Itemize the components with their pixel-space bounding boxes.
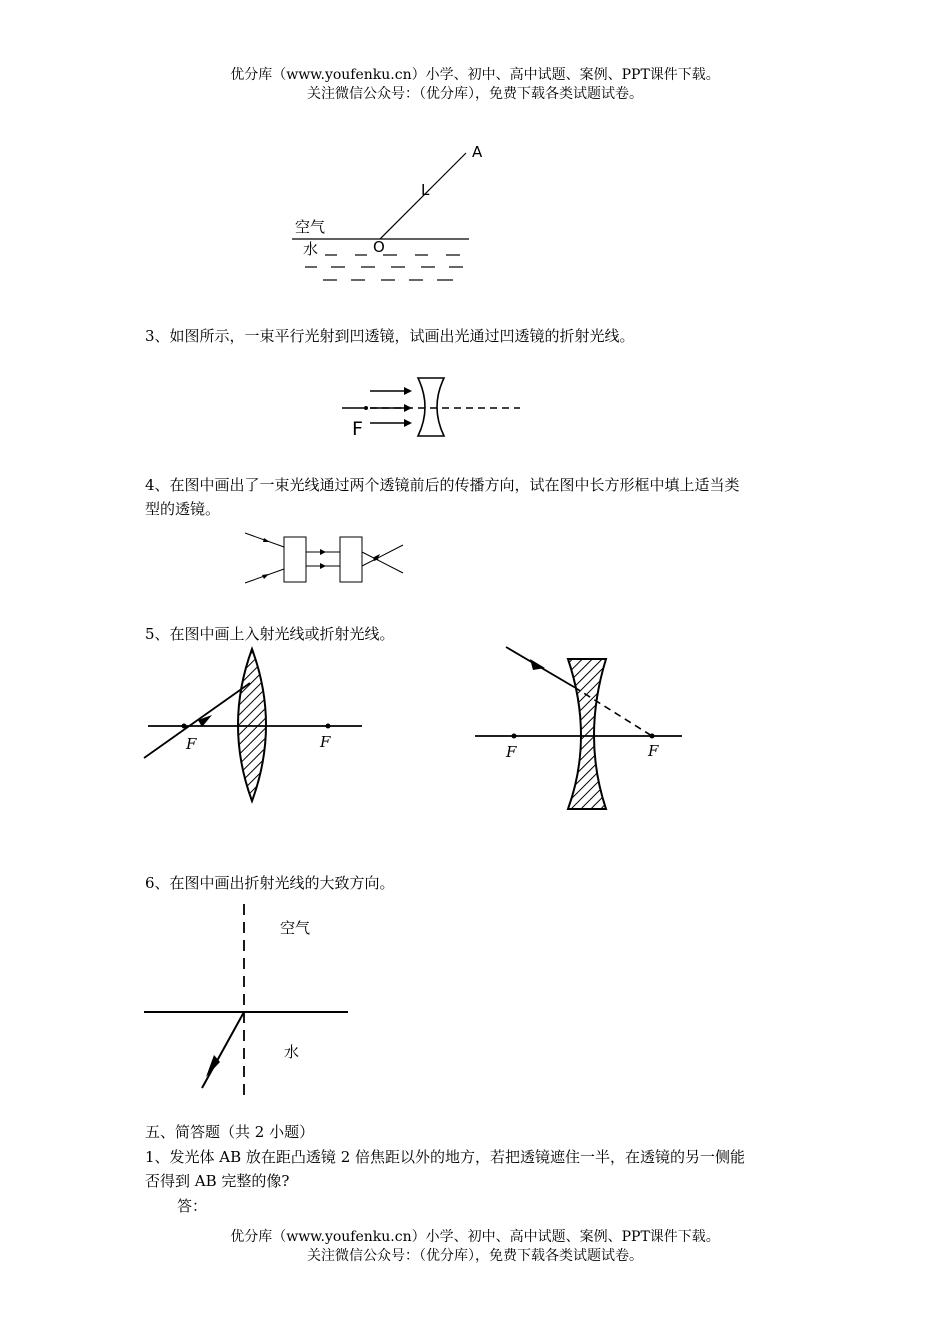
lens-box-2 bbox=[340, 537, 362, 582]
figure-convex-lens bbox=[140, 645, 370, 805]
concave-lens bbox=[568, 659, 606, 809]
figure-air-water-reflection bbox=[285, 135, 505, 295]
ray-through-focus bbox=[144, 683, 250, 758]
label-water: 水 bbox=[303, 240, 319, 258]
focus-left bbox=[512, 734, 517, 739]
section-5-question-1-line-1: 1、发光体 AB 放在距凸透镜 2 倍焦距以外的地方，若把透镜遮住一半，在透镜的另一侧能 bbox=[145, 1148, 746, 1166]
convex-lens bbox=[238, 649, 266, 801]
incident-ray bbox=[202, 1012, 244, 1088]
question-6-text: 6、在图中画出折射光线的大致方向。 bbox=[145, 874, 395, 892]
focus-point bbox=[364, 406, 368, 410]
label-f-left: F bbox=[186, 735, 197, 753]
section-5-title: 五、简答题（共 2 小题） bbox=[145, 1123, 315, 1141]
header-line-2: 关注微信公众号：（优分库），免费下载各类试题试卷。 bbox=[307, 86, 643, 102]
focus-left bbox=[182, 724, 187, 729]
question-4-line-2: 型的透镜。 bbox=[145, 500, 221, 518]
label-water: 水 bbox=[284, 1043, 300, 1061]
question-3-text: 3、如图所示，一束平行光射到凹透镜，试画出光通过凹透镜的折射光线。 bbox=[145, 327, 635, 345]
water-dashes bbox=[305, 255, 463, 280]
focus-right bbox=[326, 724, 331, 729]
figure-refraction-air-water bbox=[140, 900, 360, 1095]
label-f-left: F bbox=[506, 743, 517, 761]
lens-box-1 bbox=[284, 537, 306, 582]
label-o: O bbox=[373, 238, 385, 256]
label-f-right: F bbox=[320, 733, 331, 751]
footer-line-1: 优分库（www.youfenku.cn）小学、初中、高中试题、案例、PPT课件下载。 bbox=[230, 1229, 720, 1245]
question-5-text: 5、在图中画上入射光线或折射光线。 bbox=[145, 625, 395, 643]
header-line-1: 优分库（www.youfenku.cn）小学、初中、高中试题、案例、PPT课件下载。 bbox=[230, 67, 720, 83]
label-f-right: F bbox=[648, 742, 659, 760]
label-air: 空气 bbox=[280, 919, 311, 937]
figure-concave-lens-refraction bbox=[470, 642, 690, 817]
label-a: A bbox=[472, 143, 483, 161]
focus-right bbox=[650, 734, 655, 739]
figure-two-lens-boxes bbox=[240, 530, 410, 588]
figure-concave-lens-parallel-light bbox=[340, 376, 525, 442]
question-4-line-1: 4、在图中画出了一束光线通过两个透镜前后的传播方向，试在图中长方形框中填上适当类 bbox=[145, 476, 740, 494]
label-f: F bbox=[352, 418, 363, 440]
label-l: L bbox=[421, 181, 430, 199]
concave-lens bbox=[418, 378, 444, 436]
footer-line-2: 关注微信公众号：（优分库），免费下载各类试题试卷。 bbox=[307, 1248, 643, 1264]
section-5-question-1-line-2: 否得到 AB 完整的像? bbox=[145, 1172, 290, 1190]
ray-arrow bbox=[530, 659, 545, 670]
label-air: 空气 bbox=[295, 218, 326, 236]
answer-label: 答： bbox=[177, 1197, 208, 1215]
